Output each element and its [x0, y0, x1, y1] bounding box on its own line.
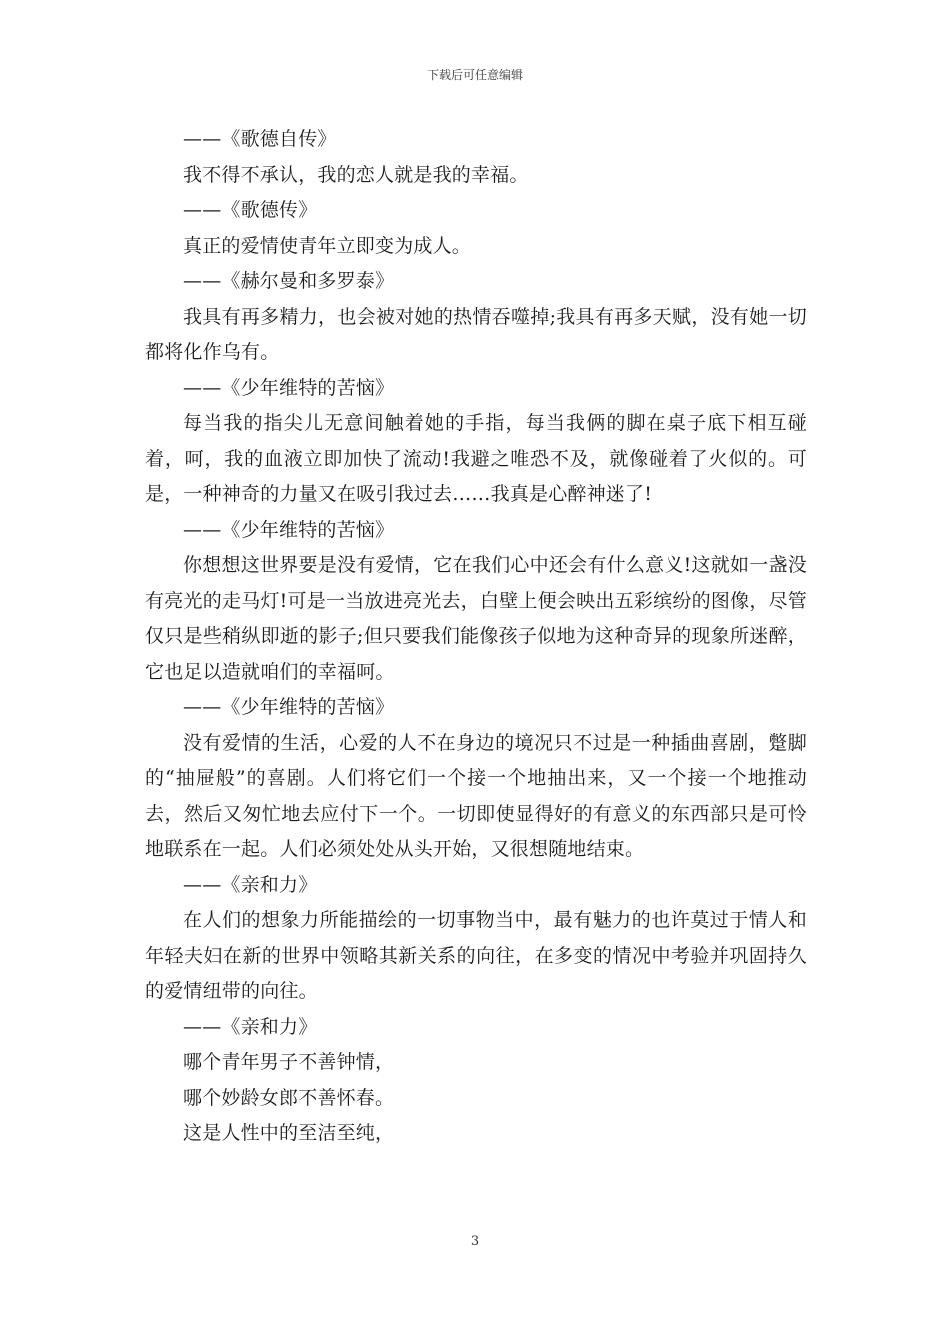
paragraph: 在人们的想象力所能描绘的一切事物当中，最有魅力的也许莫过于情人和年轻夫妇在新的世界中领略其新关系的向往，在多变的情况中考验并巩固持久的爱情纽带的向往。 [145, 909, 807, 1002]
paragraph: ——《亲和力》 [183, 1015, 318, 1038]
paragraph: ——《少年维特的苦恼》 [183, 376, 395, 399]
paragraph: ——《歌德传》 [183, 199, 318, 221]
paragraph: ——《少年维特的苦恼》 [183, 518, 395, 541]
paragraph: 真正的爱情使青年立即变为成人。 [183, 234, 472, 257]
paragraph: 你想想这世界要是没有爱情，它在我们心中还会有什么意义!这就如一盏没有亮光的走马灯!可是一当放进亮光去，白壁上便会映出五彩缤纷的图像，尽管仅只是些稍纵即逝的影子;但只要我们能像孩子似地为这种奇异的现象所迷醉，它也足以造就咱们的幸福呵。 [145, 554, 807, 683]
paragraph: 哪个妙龄女郎不善怀春。 [183, 1086, 395, 1109]
paragraph: 我具有再多精力，也会被对她的热情吞噬掉;我具有再多天赋，没有她一切都将化作乌有。 [145, 305, 807, 363]
paragraph: 每当我的指尖儿无意间触着她的手指，每当我俩的脚在桌子底下相互碰着，呵，我的血液立即加快了流动!我避之唯恐不及，就像碰着了火似的。可是，一种神奇的力量又在吸引我过去……我真是心醉神迷了! [145, 412, 807, 505]
paragraph: 我不得不承认，我的恋人就是我的幸福。 [183, 163, 529, 186]
page-header: 下载后可任意编辑 [426, 68, 523, 82]
paragraph: ——《歌德自传》 [183, 128, 337, 150]
paragraph: ——《少年维特的苦恼》 [183, 696, 395, 718]
paragraph: 没有爱情的生活，心爱的人不在身边的境况只不过是一种插曲喜剧，蹩脚的“抽屉般”的喜剧。人们将它们一个接一个地抽出来，又一个接一个地推动去，然后又匆忙地去应付下一个。一切即使显得好的有意义的东西部只是可怜地联系在一起。人们必须处处从头开始，又很想随地结束。 [145, 731, 807, 860]
document-body [145, 122, 807, 1152]
paragraph: 哪个青年男子不善钟情， [183, 1051, 395, 1073]
paragraph: ——《赫尔曼和多罗泰》 [183, 270, 395, 292]
paragraph: 这是人性中的至洁至纯， [183, 1122, 395, 1144]
page-number: 3 [470, 1234, 480, 1249]
paragraph: ——《亲和力》 [183, 873, 318, 896]
